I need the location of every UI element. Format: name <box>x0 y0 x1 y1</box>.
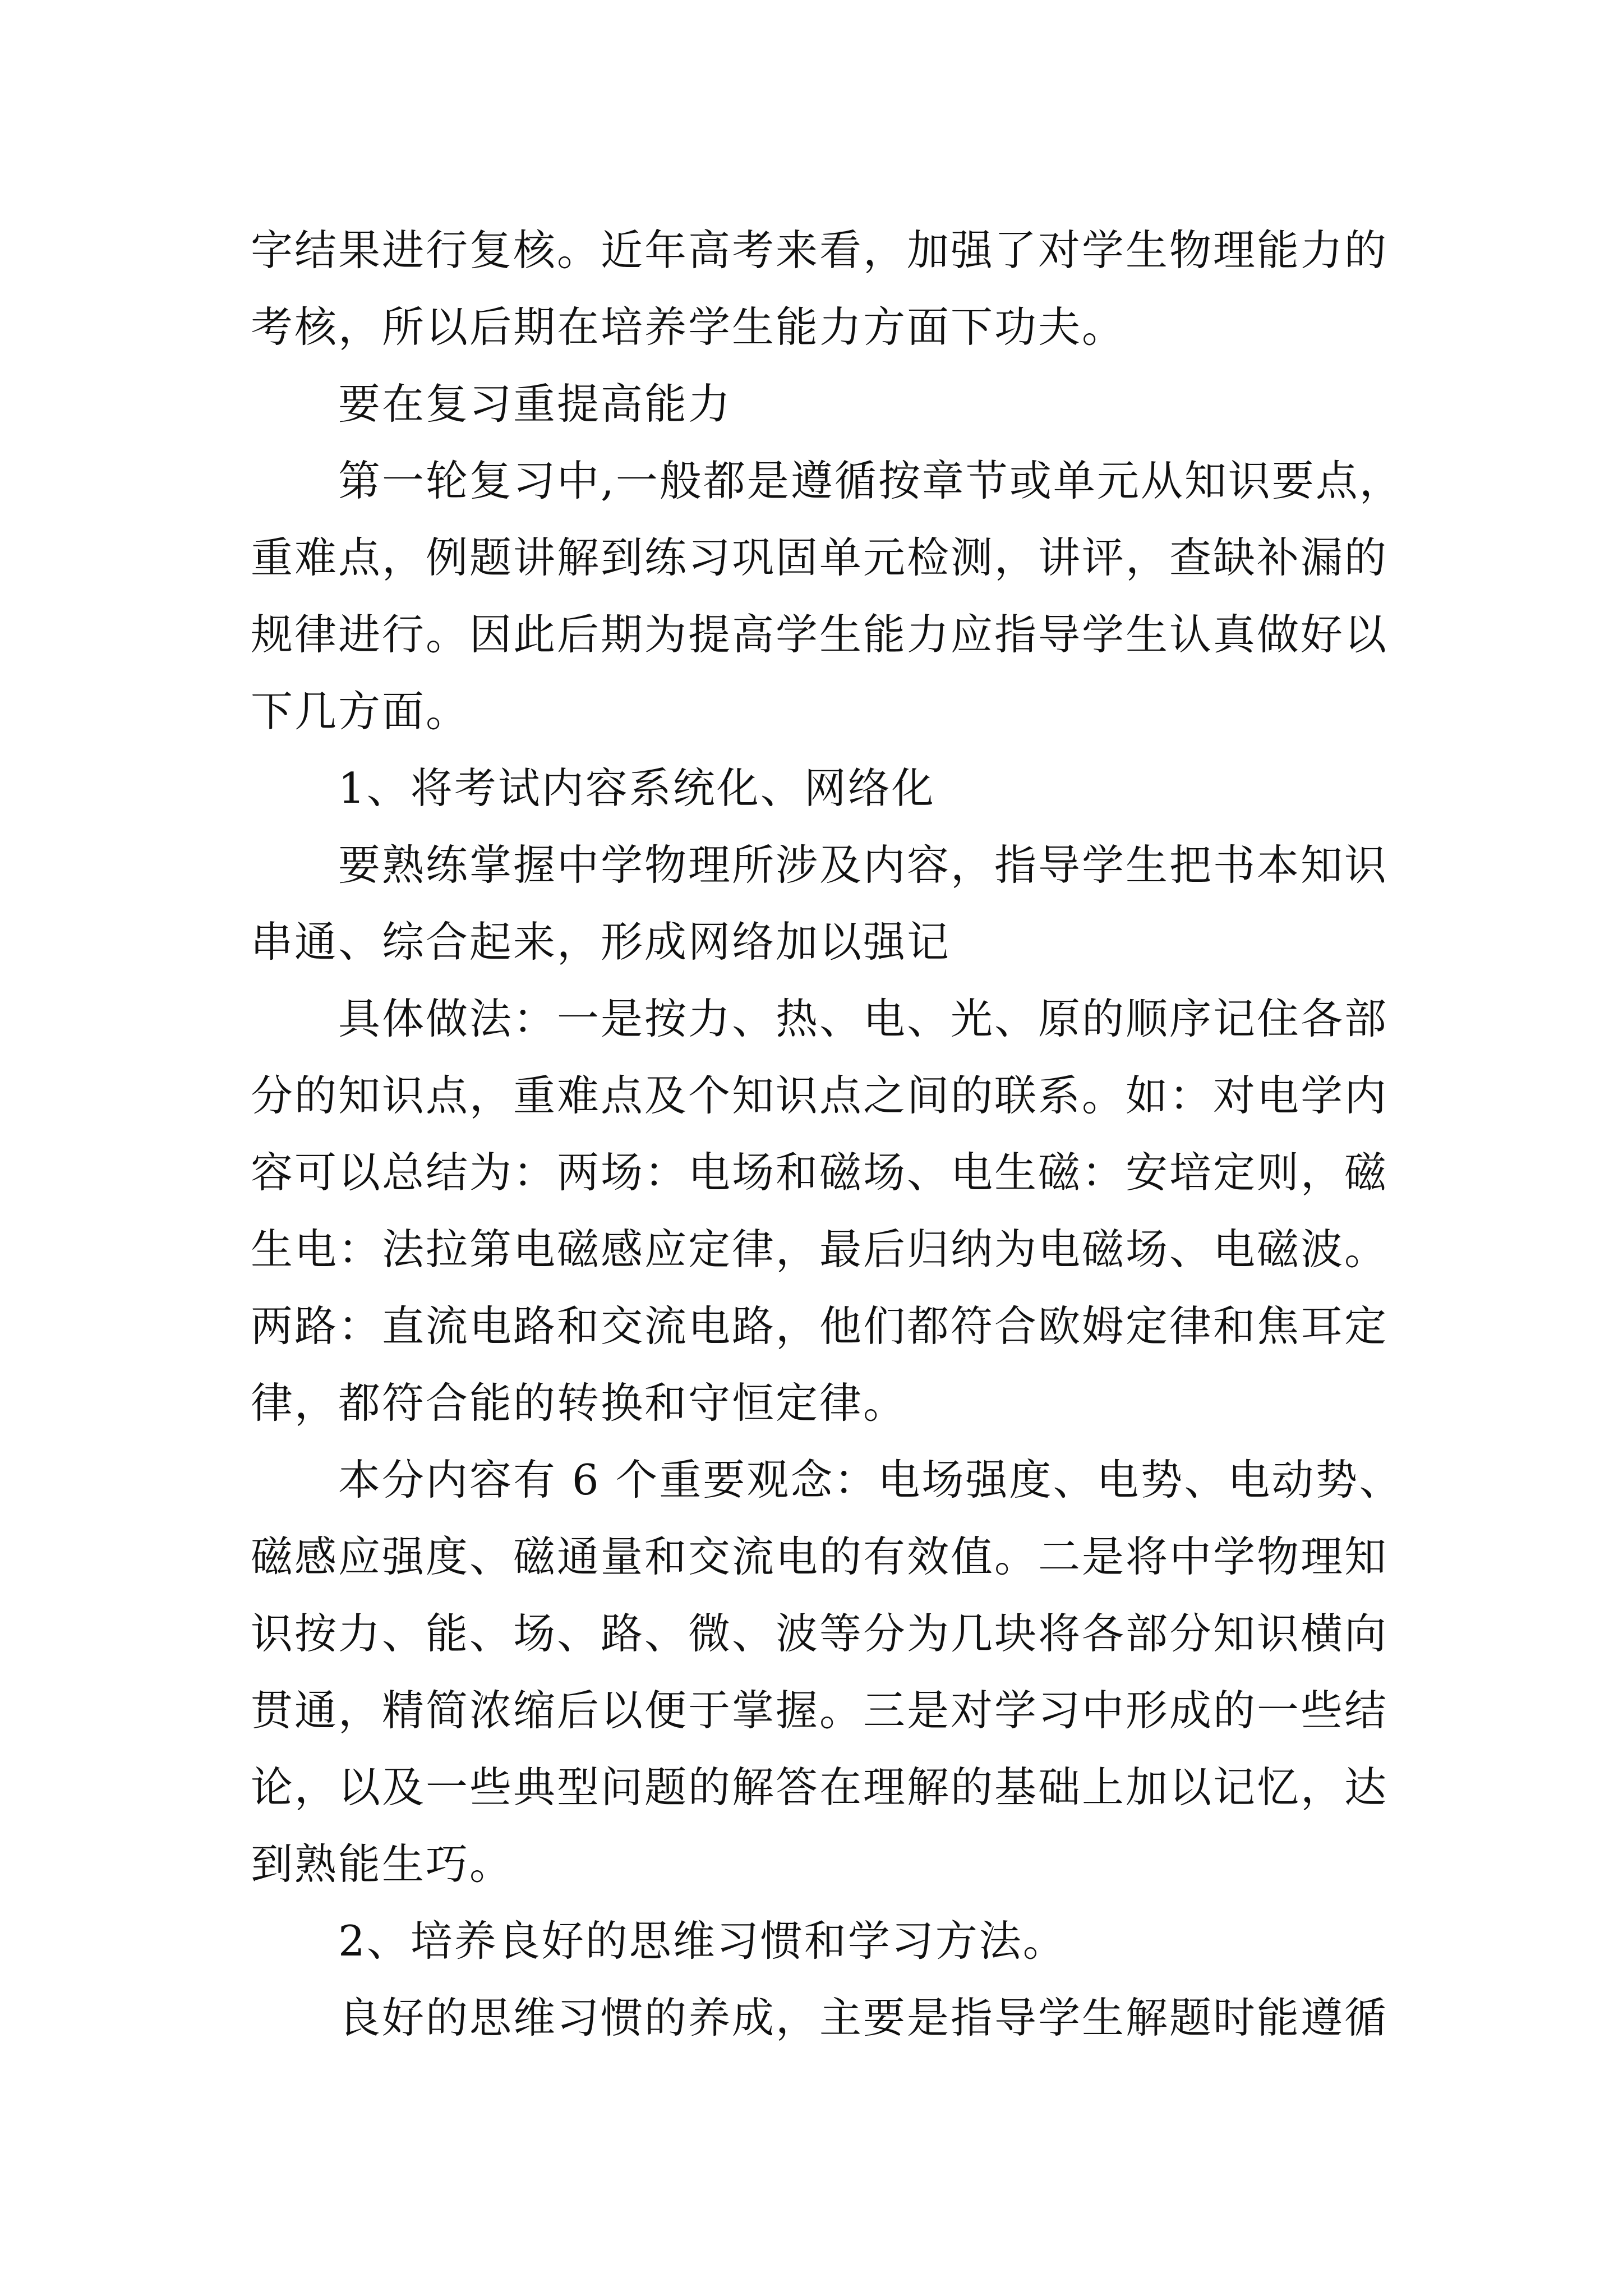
text-line: 字结果进行复核。近年高考来看，加强了对学生物理能力的 <box>251 226 1389 275</box>
text-line: 重难点，例题讲解到练习巩固单元检测，讲评，查缺补漏的 <box>251 533 1389 582</box>
text-line: 串通、综合起来，形成网络加以强记 <box>251 917 951 967</box>
text-line: 要在复习重提高能力 <box>338 379 732 429</box>
text-line: 贯通，精简浓缩后以便于掌握。三是对学习中形成的一些结 <box>251 1686 1389 1735</box>
text-line: 良好的思维习惯的养成，主要是指导学生解题时能遵循 <box>338 1993 1389 2042</box>
section-heading <box>251 366 1388 443</box>
paragraph <box>251 1980 1388 2056</box>
paragraph <box>251 1442 1403 1903</box>
text-line: 考核，所以后期在培养学生能力方面下功夫。 <box>251 302 1126 352</box>
paragraph <box>251 981 1388 1442</box>
text-line: 磁感应强度、磁通量和交流电的有效值。二是将中学物理知 <box>251 1532 1389 1581</box>
text-line: 本分内容有 6 个重要观念：电场强度、电势、电动势、 <box>338 1455 1403 1504</box>
text-line: 1、将考试内容系统化、网络化 <box>338 763 935 813</box>
paragraph <box>251 212 1388 366</box>
text-line: 律，都符合能的转换和守恒定律。 <box>251 1378 907 1428</box>
text-line: 识按力、能、场、路、微、波等分为几块将各部分知识横向 <box>251 1609 1389 1658</box>
text-line: 具体做法：一是按力、热、电、光、原的顺序记住各部 <box>338 994 1389 1043</box>
text-line: 两路：直流电路和交流电路，他们都符合欧姆定律和焦耳定 <box>251 1301 1389 1351</box>
text-line: 论，以及一些典型问题的解答在理解的基础上加以记忆，达 <box>251 1763 1389 1812</box>
section-heading <box>251 1903 1388 1980</box>
text-line: 到熟能生巧。 <box>251 1839 514 1889</box>
text-line: 下几方面。 <box>251 687 470 736</box>
text-line: 2、培养良好的思维习惯和学习方法。 <box>338 1916 1067 1966</box>
text-line: 第一轮复习中,一般都是遵循按章节或单元从知识要点， <box>338 456 1403 505</box>
text-line: 生电：法拉第电磁感应定律，最后归纳为电磁场、电磁波。 <box>251 1225 1389 1274</box>
paragraph <box>251 827 1388 981</box>
paragraph <box>251 443 1403 750</box>
text-line: 分的知识点，重难点及个知识点之间的联系。如：对电学内 <box>251 1071 1389 1120</box>
text-line: 容可以总结为：两场：电场和磁场、电生磁：安培定则，磁 <box>251 1148 1389 1197</box>
body-text <box>251 212 1403 2056</box>
text-line: 规律进行。因此后期为提高学生能力应指导学生认真做好以 <box>251 610 1389 659</box>
section-heading <box>251 750 1388 827</box>
text-line: 要熟练掌握中学物理所涉及内容，指导学生把书本知识 <box>338 840 1389 890</box>
